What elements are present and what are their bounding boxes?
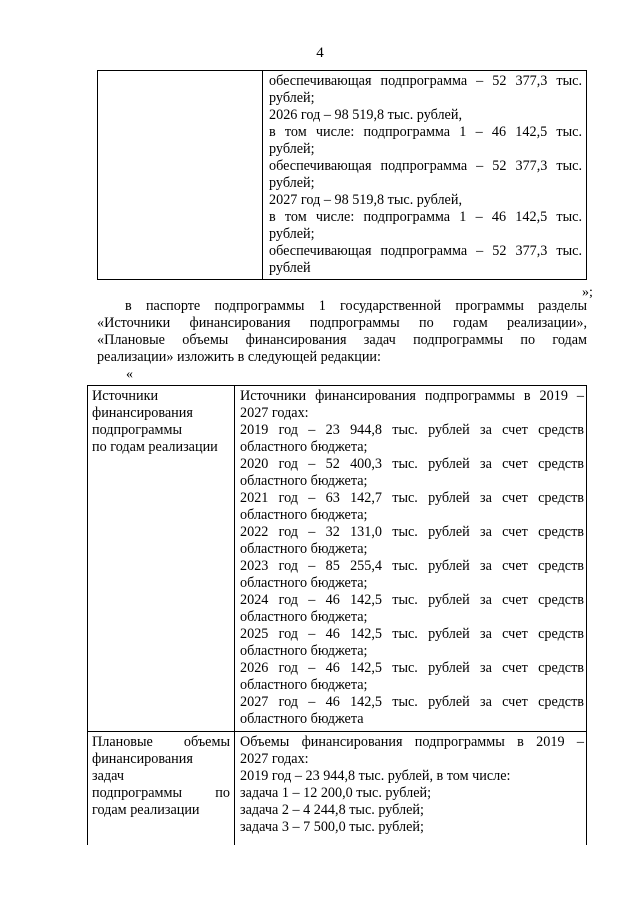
table-text-line: 2027 год – 98 519,8 тыс. рублей, [269, 192, 462, 208]
table-text-line: рублей; [269, 141, 315, 157]
cell-label-line: Источники [92, 388, 159, 404]
cell-text-line: областного бюджета [240, 711, 364, 727]
closing-quote: »; [582, 285, 593, 300]
paragraph-line: «Источники финансирования подпрограммы по годам реализации», [97, 315, 587, 331]
cell-text-line: областного бюджета; [240, 643, 368, 659]
cell-text-line: 2019 год – 23 944,8 тыс. рублей, в том числе: [240, 768, 511, 784]
table-text-line: рублей; [269, 175, 315, 191]
funding-sources-label [92, 388, 230, 456]
cell-text-line: 2023 год – 85 255,4 тыс. рублей за счет средств [240, 558, 584, 574]
cell-label-line: подпрограммы по [92, 785, 230, 801]
cell-text-line: 2024 год – 46 142,5 тыс. рублей за счет средств [240, 592, 584, 608]
table-text-line: рублей; [269, 226, 315, 242]
cell-label-line: по годам реализации [92, 439, 218, 455]
cell-text-line: 2019 год – 23 944,8 тыс. рублей за счет средств [240, 422, 584, 438]
cell-text-line: задача 3 – 7 500,0 тыс. рублей; [240, 819, 424, 835]
cell-text-line: задача 2 – 4 244,8 тыс. рублей; [240, 802, 424, 818]
table-text-line: обеспечивающая подпрограмма – 52 377,3 тыс. [269, 243, 582, 259]
cell-text-line: областного бюджета; [240, 575, 368, 591]
cell-label-line: задач [92, 768, 124, 784]
cell-text-line: областного бюджета; [240, 507, 368, 523]
cell-text-line: 2020 год – 52 400,3 тыс. рублей за счет средств [240, 456, 584, 472]
table-text-line: в том числе: подпрограмма 1 – 46 142,5 тыс. [269, 209, 582, 225]
paragraph-line: в паспорте подпрограммы 1 государственной программы разделы [125, 298, 587, 314]
paragraph-line: «Плановые объемы финансирования задач подпрограммы по годам [97, 332, 587, 348]
cell-label-line: финансирования [92, 405, 193, 421]
cell-text-line: задача 1 – 12 200,0 тыс. рублей; [240, 785, 432, 801]
column-divider [234, 386, 235, 845]
passport-table-continuation [97, 70, 587, 280]
cell-text-line: областного бюджета; [240, 609, 368, 625]
cell-label-line: финансирования [92, 751, 193, 767]
cell-text-line: 2021 год – 63 142,7 тыс. рублей за счет средств [240, 490, 584, 506]
amendment-paragraph [97, 298, 587, 366]
cell-text-line: 2027 годах: [240, 751, 309, 767]
row-divider [88, 731, 586, 732]
cell-text-line: Объемы финансирования подпрограммы в 2019 – [240, 734, 584, 750]
cell-text-line: 2027 год – 46 142,5 тыс. рублей за счет средств [240, 694, 584, 710]
cell-text-line: областного бюджета; [240, 541, 368, 557]
cell-label-line: подпрограммы [92, 422, 182, 438]
cell-text-line: Источники финансирования подпрограммы в 2019 – [240, 388, 584, 404]
cell-text-line: 2022 год – 32 131,0 тыс. рублей за счет средств [240, 524, 584, 540]
table-right-column [263, 71, 586, 277]
table-text-line: рублей; [269, 90, 315, 106]
cell-text-line: 2026 год – 46 142,5 тыс. рублей за счет средств [240, 660, 584, 676]
page-number: 4 [316, 45, 324, 61]
cell-text-line: 2027 годах: [240, 405, 309, 421]
table-text-line: 2026 год – 98 519,8 тыс. рублей, [269, 107, 462, 123]
paragraph-line: реализации» изложить в следующей редакции: [97, 349, 381, 365]
table-text-line: обеспечивающая подпрограмма – 52 377,3 тыс. [269, 158, 582, 174]
opening-quote: « [126, 367, 133, 382]
table-text-line: в том числе: подпрограмма 1 – 46 142,5 тыс. [269, 124, 582, 140]
cell-text-line: областного бюджета; [240, 677, 368, 693]
planned-volumes-label [92, 734, 230, 819]
cell-label-line: годам реализации [92, 802, 200, 818]
funding-sources-text [240, 388, 584, 728]
cell-text-line: 2025 год – 46 142,5 тыс. рублей за счет средств [240, 626, 584, 642]
table-left-column [98, 71, 263, 279]
planned-volumes-text [240, 734, 584, 836]
table-text-line: обеспечивающая подпрограмма – 52 377,3 тыс. [269, 73, 582, 89]
cell-text-line: областного бюджета; [240, 439, 368, 455]
table-text-line: рублей [269, 260, 311, 276]
cell-label-line: Плановые объемы [92, 734, 230, 750]
subprogram-passport-table [87, 385, 587, 845]
cell-text-line: областного бюджета; [240, 473, 368, 489]
